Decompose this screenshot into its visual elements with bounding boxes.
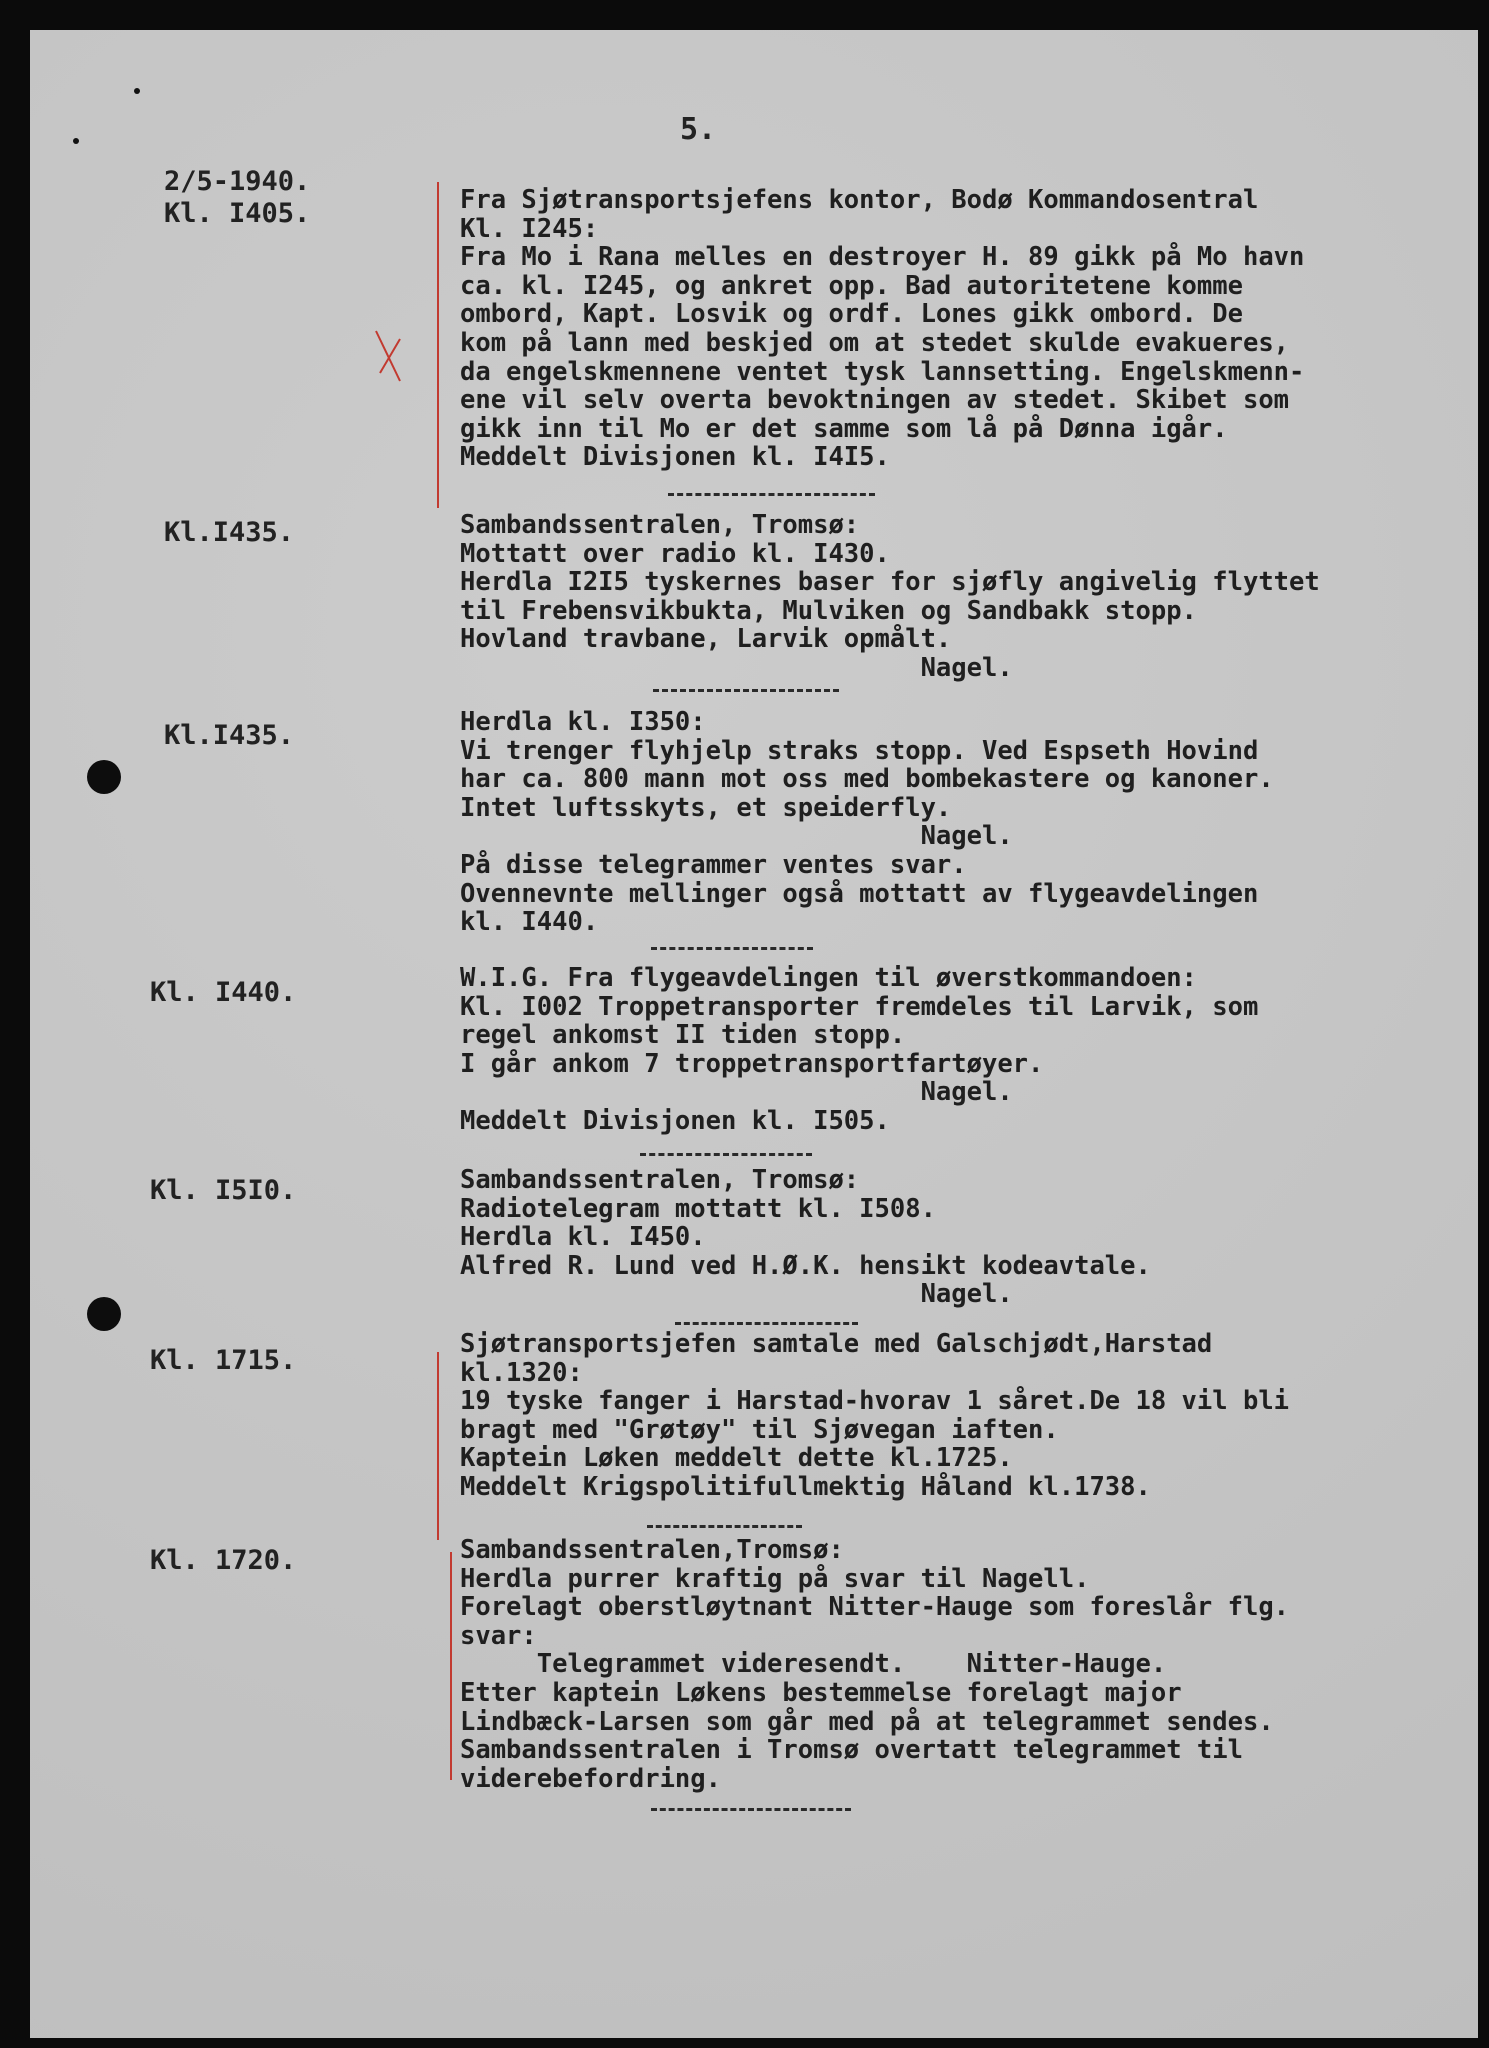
punch-hole	[87, 760, 121, 794]
entry-line: ca. kl. I245, og ankret opp. Bad autoritetene komme	[460, 270, 1243, 301]
entry-line: Herdla kl. I450.	[460, 1222, 706, 1253]
separator-rule	[675, 1322, 858, 1325]
entry-line: ene vil selv overta bevoktningen av stedet. Skibet som	[460, 385, 1290, 416]
entry-time: Kl. I5I0.	[150, 1175, 297, 1206]
punch-hole	[87, 1297, 121, 1331]
entry-time: Kl. 1720.	[150, 1545, 297, 1576]
entry-time: Kl.I435.	[164, 720, 295, 751]
log-entry	[460, 708, 1274, 937]
red-pencil-mark	[370, 325, 410, 385]
entry-line: svar:	[460, 1620, 537, 1651]
entry-line: Meddelt Divisjonen kl. I4I5.	[460, 442, 890, 473]
entry-line: da engelskmennene ventet tysk lannsetting. Engelskmenn-	[460, 356, 1305, 387]
entry-line: Meddelt Krigspolitifullmektig Håland kl.1738.	[460, 1471, 1151, 1502]
entry-line: til Frebensvikbukta, Mulviken og Sandbakk stopp.	[460, 595, 1197, 626]
separator-rule	[651, 1808, 851, 1811]
entry-line: Forelagt oberstløytnant Nitter-Hauge som foreslår flg.	[460, 1592, 1290, 1623]
separator-rule	[647, 1525, 802, 1528]
entry-time: Kl.I435.	[164, 517, 295, 548]
entry-line: kl.1320:	[460, 1357, 583, 1388]
entry-line: Sambandssentralen i Tromsø overtatt telegrammet til	[460, 1735, 1243, 1766]
entry-line: Kl. I002 Troppetransporter fremdeles til Larvik, som	[460, 991, 1259, 1022]
entry-line: kl. I440.	[460, 907, 599, 938]
entry-line: ombord, Kapt. Losvik og ordf. Lones gikk ombord. De	[460, 299, 1243, 330]
entry-line: I går ankom 7 troppetransportfartøyer.	[460, 1048, 1044, 1079]
red-margin-line	[437, 1352, 439, 1540]
entry-line: Kl. I245:	[460, 213, 599, 244]
entry-line: Hovland travbane, Larvik opmålt.	[460, 624, 952, 655]
red-margin-line	[437, 182, 439, 508]
entry-line: W.I.G. Fra flygeavdelingen til øverstkommandoen:	[460, 963, 1197, 993]
entry-line: Fra Sjøtransportsjefens kontor, Bodø Kommandosentral	[460, 185, 1259, 215]
log-date: 2/5-1940.	[164, 166, 311, 197]
entry-line: Fra Mo i Rana melles en destroyer H. 89 gikk på Mo havn	[460, 242, 1305, 273]
entry-line: Sjøtransportsjefen samtale med Galschjødt,Harstad	[460, 1329, 1213, 1359]
log-entry	[460, 964, 1258, 1136]
entry-line: Nagel.	[460, 1279, 1013, 1310]
entry-line: Herdla kl. I350:	[460, 707, 706, 737]
entry-line: regel ankomst II tiden stopp.	[460, 1020, 906, 1051]
entry-line: har ca. 800 mann mot oss med bombekastere og kanoner.	[460, 764, 1274, 795]
entry-line: Telegrammet videresendt. Nitter-Hauge.	[460, 1649, 1167, 1680]
entry-line: Nagel.	[460, 1077, 1013, 1108]
entry-line: Sambandssentralen,Tromsø:	[460, 1535, 844, 1565]
entry-line: Vi trenger flyhjelp straks stopp. Ved Espseth Hovind	[460, 735, 1259, 766]
separator-rule	[653, 689, 839, 692]
ink-speck	[73, 138, 79, 144]
entry-line: viderebefordring.	[460, 1763, 721, 1794]
red-margin-line	[450, 1552, 452, 1780]
separator-rule	[651, 947, 813, 950]
entry-line: Herdla purrer kraftig på svar til Nagell.	[460, 1563, 1090, 1594]
entry-time: Kl. 1715.	[150, 1345, 297, 1376]
entry-line: Nagel.	[460, 652, 1013, 683]
log-entry	[460, 1330, 1289, 1502]
entry-line: Herdla I2I5 tyskernes baser for sjøfly angivelig flyttet	[460, 567, 1320, 598]
entry-line: Nagel.	[460, 821, 1013, 852]
entry-line: Ovennevnte mellinger også mottatt av flygeavdelingen	[460, 878, 1259, 909]
entry-line: gikk inn til Mo er det samme som lå på Dønna igår.	[460, 413, 1228, 444]
entry-line: Intet luftsskyts, et speiderfly.	[460, 792, 952, 823]
separator-rule	[668, 493, 875, 496]
entry-line: Lindbæck-Larsen som går med på at telegrammet sendes.	[460, 1706, 1274, 1737]
entry-line: bragt med "Grøtøy" til Sjøvegan iaften.	[460, 1414, 1059, 1445]
entry-line: Etter kaptein Løkens bestemmelse forelagt major	[460, 1677, 1182, 1708]
entry-line: Sambandssentralen, Tromsø:	[460, 1165, 860, 1195]
log-entry	[460, 511, 1320, 683]
entry-line: 19 tyske fanger i Harstad-hvorav 1 såret.De 18 vil bli	[460, 1386, 1290, 1417]
entry-line: kom på lann med beskjed om at stedet skulde evakueres,	[460, 327, 1290, 358]
entry-time: Kl. I405.	[164, 198, 311, 229]
page-number: 5.	[680, 112, 717, 147]
entry-line: Sambandssentralen, Tromsø:	[460, 510, 860, 540]
entry-line: På disse telegrammer ventes svar.	[460, 849, 967, 880]
entry-line: Meddelt Divisjonen kl. I505.	[460, 1105, 890, 1136]
separator-rule	[640, 1153, 812, 1156]
entry-line: Radiotelegram mottatt kl. I508.	[460, 1193, 936, 1224]
log-entry	[460, 186, 1304, 472]
entry-line: Kaptein Løken meddelt dette kl.1725.	[460, 1443, 1013, 1474]
entry-line: Alfred R. Lund ved H.Ø.K. hensikt kodeavtale.	[460, 1250, 1151, 1281]
entry-line: Mottatt over radio kl. I430.	[460, 538, 890, 569]
log-entry	[460, 1536, 1289, 1793]
ink-speck	[134, 88, 140, 94]
log-entry	[460, 1166, 1151, 1309]
entry-time: Kl. I440.	[150, 977, 297, 1008]
